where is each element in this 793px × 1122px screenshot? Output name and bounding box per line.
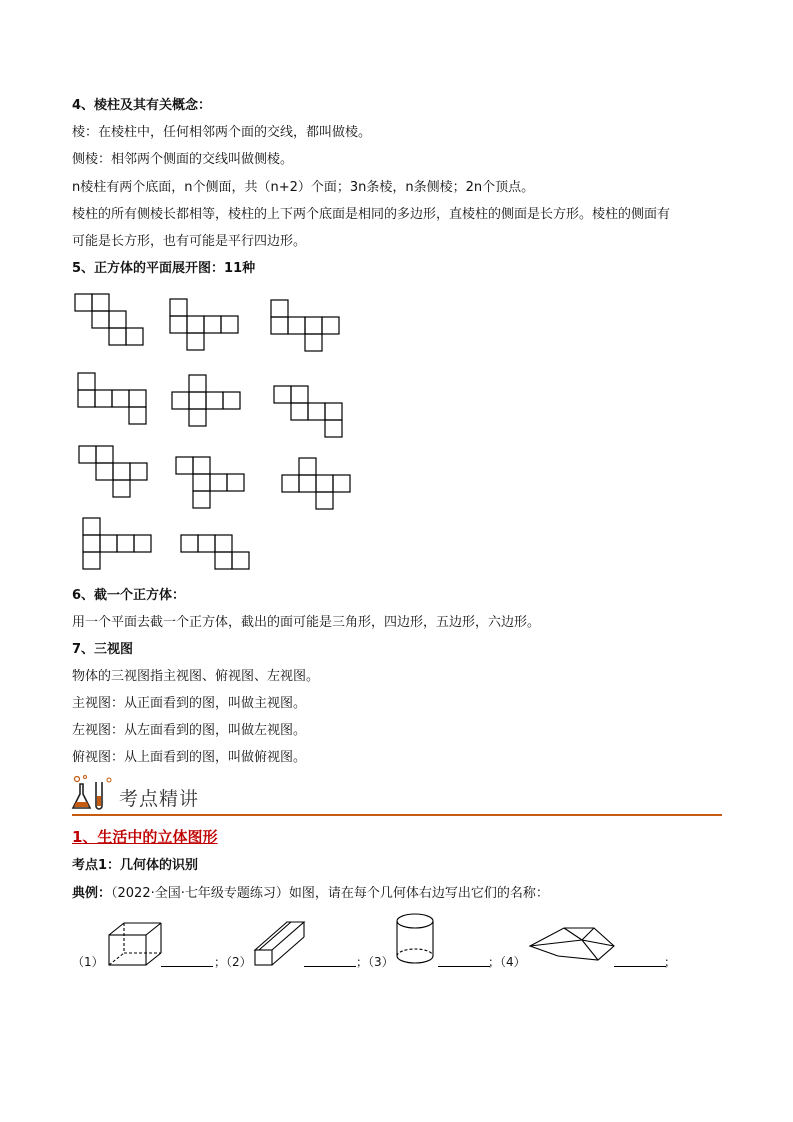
section-5-heading: 5、正方体的平面展开图：11种 bbox=[72, 261, 256, 276]
section-7-line-4: 俯视图：从上面看到的图，叫做俯视图。 bbox=[72, 750, 307, 765]
cube-net-3 bbox=[271, 300, 341, 353]
flask-icon bbox=[72, 776, 116, 812]
section-4-line-1: 棱：在棱柱中，任何相邻两个面的交线，都叫做棱。 bbox=[72, 125, 372, 140]
section-4-line-3: n棱柱有两个底面，n个侧面，共（n+2）个面；3n条棱，n条侧棱；2n个顶点。 bbox=[72, 180, 535, 195]
question-2-label: ；（2） bbox=[214, 955, 252, 969]
cube-net-5 bbox=[172, 375, 242, 428]
cube-net-1 bbox=[75, 294, 145, 347]
section-4-heading: 4、棱柱及其有关概念： bbox=[72, 98, 212, 113]
cube-net-7 bbox=[79, 446, 149, 499]
cube-net-8 bbox=[176, 457, 246, 510]
example-label: 典例： bbox=[72, 886, 112, 901]
cube-net-4 bbox=[78, 373, 148, 426]
section-7-line-3: 左视图：从左面看到的图，叫做左视图。 bbox=[72, 723, 307, 738]
cube-net-6 bbox=[274, 386, 344, 439]
cube-solid bbox=[108, 922, 163, 967]
section-7-heading: 7、三视图 bbox=[72, 642, 134, 657]
pyramid-solid bbox=[528, 922, 618, 964]
section-6-heading: 6、截一个正方体： bbox=[72, 588, 186, 603]
cylinder-solid bbox=[395, 912, 437, 966]
cube-net-2 bbox=[170, 299, 240, 352]
question-end-mark: ； bbox=[664, 955, 677, 969]
answer-blank-4[interactable] bbox=[614, 953, 666, 967]
section-4-line-4: 棱柱的所有侧棱长都相等，棱柱的上下两个底面是相同的多边形，直棱柱的侧面是长方形。棱柱的侧面有 bbox=[72, 207, 671, 222]
answer-blank-1[interactable] bbox=[161, 953, 213, 967]
question-3-label: ；（3） bbox=[356, 955, 394, 969]
banner-title: 考点精讲 bbox=[119, 788, 200, 810]
section-6-line-1: 用一个平面去截一个正方体，截出的面可能是三角形，四边形，五边形，六边形。 bbox=[72, 615, 541, 630]
cube-net-11 bbox=[181, 535, 251, 571]
question-4-label: ；（4） bbox=[488, 955, 526, 969]
answer-blank-2[interactable] bbox=[304, 953, 356, 967]
cube-net-10 bbox=[83, 518, 153, 571]
section-4-line-2: 侧棱：相邻两个侧面的交线叫做侧棱。 bbox=[72, 152, 294, 167]
cube-net-9 bbox=[282, 458, 352, 511]
banner-divider bbox=[72, 814, 722, 816]
section-7-line-2: 主视图：从正面看到的图，叫做主视图。 bbox=[72, 696, 307, 711]
cuboid-solid bbox=[253, 920, 308, 968]
answer-blank-3[interactable] bbox=[438, 953, 490, 967]
section-4-line-5: 可能是长方形，也有可能是平行四边形。 bbox=[72, 234, 307, 249]
example-line bbox=[72, 885, 549, 903]
question-1-label: （1） bbox=[72, 955, 104, 969]
section-7-line-1: 物体的三视图指主视图、俯视图、左视图。 bbox=[72, 669, 320, 684]
exam-point-1: 考点1：几何体的识别 bbox=[72, 858, 199, 873]
example-text: （2022·全国·七年级专题练习）如图，请在每个几何体右边写出它们的名称： bbox=[111, 886, 549, 901]
part-1-title: 1、生活中的立体图形 bbox=[72, 828, 218, 846]
